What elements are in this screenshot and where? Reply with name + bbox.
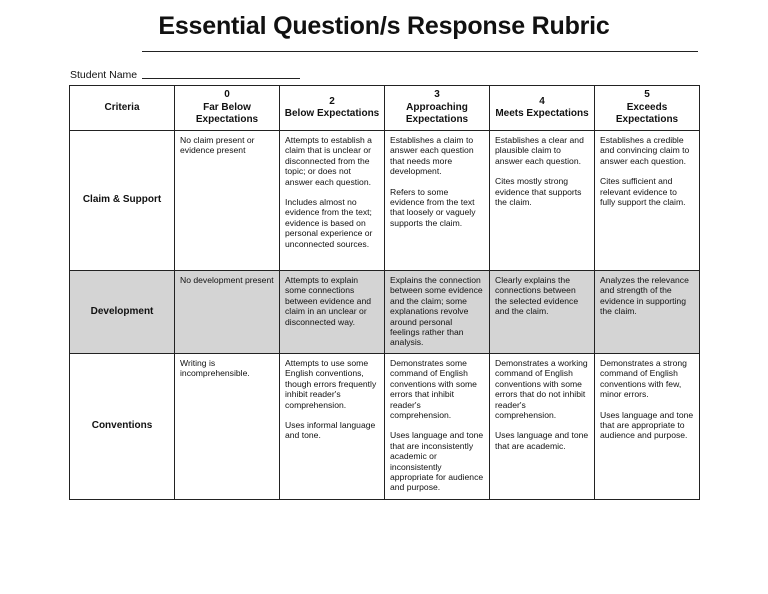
descriptor-text: Demonstrates a working command of English conventions with some errors that do not inhibit reader's comprehension. [495, 358, 588, 421]
student-name-blank[interactable] [142, 68, 300, 79]
header-score: 2 [329, 95, 335, 107]
header-label: Exceeds Expectations [615, 101, 679, 126]
descriptor-text: Attempts to establish a claim that is unclear or disconnected from the topic; or does not answer each question. [285, 135, 372, 187]
descriptor-text: No claim present or evidence present [180, 135, 255, 156]
header-label: Far Below Expectations [195, 101, 259, 126]
table-row-conventions [70, 354, 700, 500]
descriptor-text: Establishes a credible and convincing claim to answer each question. [600, 135, 690, 166]
title-underline [142, 51, 698, 52]
header-label: Meets Expectations [495, 108, 589, 119]
descriptor-cell [385, 354, 490, 500]
rubric-table [69, 85, 700, 500]
descriptor-cell [490, 131, 595, 271]
descriptor-cell [490, 354, 595, 500]
descriptor-cell [595, 271, 700, 354]
student-name-field [70, 68, 300, 81]
descriptor-cell [595, 354, 700, 500]
descriptor-cell [385, 131, 490, 271]
descriptor-text: Explains the connection between some evidence and the claim; some explanations revolve around personal feelings rather than analysis. [390, 275, 483, 348]
header-score: 3 [434, 89, 440, 101]
page-title: Essential Question/s Response Rubric [158, 12, 610, 40]
header-score: 5 [644, 89, 650, 101]
descriptor-cell [280, 354, 385, 500]
descriptor-text: Includes almost no evidence from the text; evidence is based on personal experience or unconnected sources. [285, 197, 373, 249]
descriptor-cell [490, 271, 595, 354]
descriptor-cell [175, 131, 280, 271]
descriptor-text: Establishes a claim to answer each question that needs more development. [390, 135, 474, 177]
table-row-development [70, 271, 700, 354]
descriptor-cell [385, 271, 490, 354]
criteria-cell: Claim & Support [70, 131, 175, 271]
descriptor-text: Uses language and tone that are inconsistently academic or inconsistently appropriate for audience and purpose. [390, 430, 484, 493]
header-score: 4 [539, 95, 545, 107]
descriptor-text: Clearly explains the connections between the selected evidence and the claim. [495, 275, 579, 317]
header-level-0 [175, 86, 280, 131]
header-label: Approaching Expectations [405, 101, 469, 126]
descriptor-text: Writing is incomprehensible. [180, 358, 250, 379]
header-label: Below Expectations [284, 108, 380, 119]
descriptor-cell [175, 354, 280, 500]
descriptor-text: Uses informal language and tone. [285, 420, 376, 441]
header-level-5 [595, 86, 700, 131]
descriptor-text: No development present [180, 275, 274, 285]
descriptor-text: Refers to some evidence from the text that loosely or vaguely supports the claim. [390, 186, 476, 228]
descriptor-text: Demonstrates some command of English conventions with some errors that inhibit reader's comprehension. [390, 358, 477, 421]
descriptor-cell [595, 131, 700, 271]
descriptor-text: Analyzes the relevance and strength of the evidence in supporting the claim. [600, 275, 689, 317]
descriptor-text: Uses language and tone that are appropriate to audience and purpose. [600, 409, 694, 441]
descriptor-text: Cites sufficient and relevant evidence to fully support the claim. [600, 176, 686, 208]
descriptor-text: Attempts to explain some connections between evidence and claim in an unclear or disconnected way. [285, 275, 372, 327]
header-level-2 [280, 86, 385, 131]
descriptor-cell [175, 271, 280, 354]
table-row-claim-support [70, 131, 700, 271]
header-row [70, 86, 700, 131]
header-level-3 [385, 86, 490, 131]
criteria-cell: Conventions [70, 354, 175, 500]
descriptor-cell [280, 131, 385, 271]
descriptor-text: Attempts to use some English conventions, though errors frequently inhibit reader's comprehension. [285, 358, 377, 410]
header-score: 0 [224, 89, 230, 101]
descriptor-text: Demonstrates a strong command of English conventions with few, minor errors. [600, 358, 687, 400]
criteria-cell: Development [70, 271, 175, 354]
descriptor-cell [280, 271, 385, 354]
header-criteria: Criteria [70, 86, 175, 131]
descriptor-text: Cites mostly strong evidence that supports the claim. [495, 176, 582, 208]
descriptor-text: Uses language and tone that are academic. [495, 430, 589, 451]
student-name-label: Student Name [70, 69, 138, 81]
header-level-4 [490, 86, 595, 131]
descriptor-text: Establishes a clear and plausible claim to answer each question. [495, 135, 584, 166]
